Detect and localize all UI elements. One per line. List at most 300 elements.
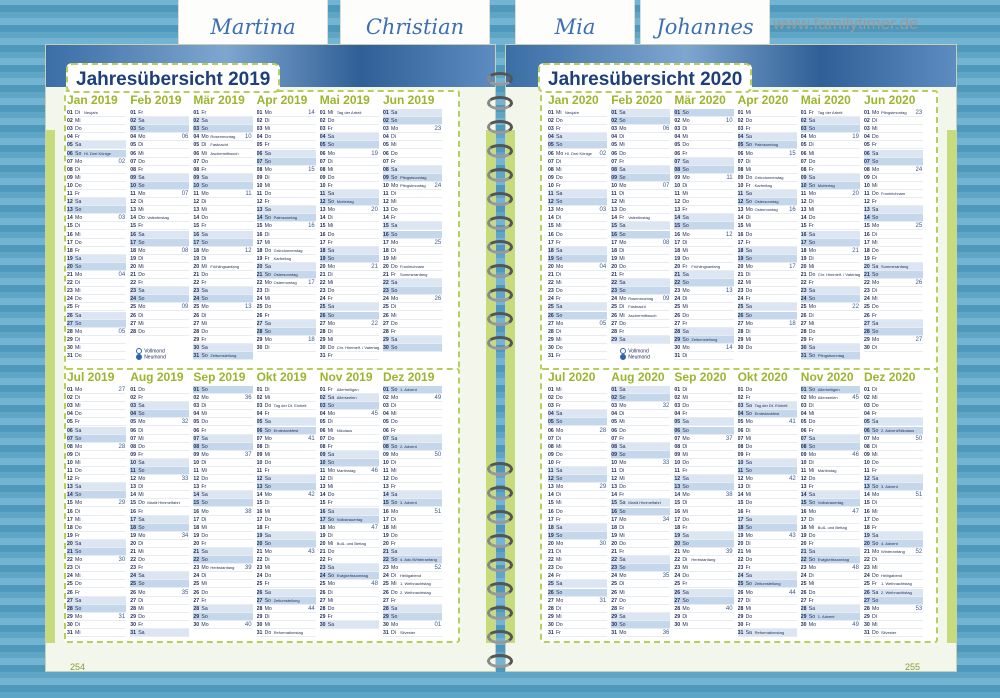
day-row[interactable] — [130, 508, 189, 516]
day-row[interactable] — [611, 125, 670, 133]
day-row[interactable] — [257, 133, 316, 141]
day-row[interactable] — [801, 410, 860, 418]
day-row[interactable] — [383, 475, 442, 483]
day-row[interactable] — [257, 410, 316, 418]
day-row[interactable] — [320, 613, 379, 621]
day-row[interactable] — [193, 263, 252, 271]
day-row[interactable] — [383, 271, 442, 279]
day-row[interactable] — [801, 459, 860, 467]
day-row[interactable] — [674, 580, 733, 588]
day-row[interactable] — [674, 158, 733, 166]
day-row[interactable] — [611, 279, 670, 287]
day-row[interactable] — [67, 556, 126, 564]
day-row[interactable] — [674, 247, 733, 255]
day-row[interactable] — [548, 117, 607, 125]
day-row[interactable] — [67, 605, 126, 613]
day-row[interactable] — [130, 222, 189, 230]
day-row[interactable] — [674, 295, 733, 303]
day-row[interactable] — [864, 109, 923, 117]
day-row[interactable] — [738, 222, 797, 230]
day-row[interactable] — [864, 312, 923, 320]
day-row[interactable] — [257, 158, 316, 166]
day-row[interactable] — [193, 133, 252, 141]
day-row[interactable] — [320, 548, 379, 556]
day-row[interactable] — [67, 540, 126, 548]
day-row[interactable] — [67, 182, 126, 190]
day-row[interactable] — [130, 174, 189, 182]
day-row[interactable] — [548, 540, 607, 548]
day-row[interactable] — [674, 255, 733, 263]
day-row[interactable] — [864, 467, 923, 475]
day-row[interactable] — [864, 190, 923, 198]
day-row[interactable] — [738, 597, 797, 605]
day-row[interactable] — [130, 435, 189, 443]
day-row[interactable] — [864, 459, 923, 467]
day-row[interactable] — [257, 613, 316, 621]
day-row[interactable] — [320, 125, 379, 133]
day-row[interactable] — [864, 580, 923, 588]
day-row[interactable] — [738, 239, 797, 247]
day-row[interactable] — [383, 109, 442, 117]
day-row[interactable] — [257, 629, 316, 637]
day-row[interactable] — [320, 564, 379, 572]
day-row[interactable] — [67, 597, 126, 605]
day-row[interactable] — [67, 443, 126, 451]
day-row[interactable] — [801, 206, 860, 214]
day-row[interactable] — [864, 174, 923, 182]
day-row[interactable] — [548, 279, 607, 287]
day-row[interactable] — [674, 239, 733, 247]
day-row[interactable] — [320, 524, 379, 532]
day-row[interactable] — [611, 499, 670, 507]
day-row[interactable] — [130, 394, 189, 402]
day-row[interactable] — [320, 133, 379, 141]
day-row[interactable] — [548, 295, 607, 303]
day-row[interactable] — [674, 109, 733, 117]
day-row[interactable] — [130, 516, 189, 524]
day-row[interactable] — [67, 344, 126, 352]
day-row[interactable] — [611, 255, 670, 263]
day-row[interactable] — [67, 491, 126, 499]
day-row[interactable] — [383, 443, 442, 451]
day-row[interactable] — [674, 435, 733, 443]
day-row[interactable] — [383, 629, 442, 637]
day-row[interactable] — [67, 524, 126, 532]
day-row[interactable] — [130, 239, 189, 247]
day-row[interactable] — [67, 231, 126, 239]
day-row[interactable] — [193, 320, 252, 328]
day-row[interactable] — [130, 190, 189, 198]
day-row[interactable] — [674, 133, 733, 141]
day-row[interactable] — [193, 328, 252, 336]
day-row[interactable] — [67, 287, 126, 295]
day-row[interactable] — [383, 410, 442, 418]
day-row[interactable] — [193, 295, 252, 303]
day-row[interactable] — [801, 572, 860, 580]
day-row[interactable] — [674, 491, 733, 499]
day-row[interactable] — [257, 320, 316, 328]
day-row[interactable] — [674, 418, 733, 426]
day-row[interactable] — [738, 141, 797, 149]
day-row[interactable] — [864, 336, 923, 344]
day-row[interactable] — [193, 410, 252, 418]
day-row[interactable] — [674, 508, 733, 516]
day-row[interactable] — [674, 443, 733, 451]
day-row[interactable] — [548, 287, 607, 295]
day-row[interactable] — [383, 580, 442, 588]
day-row[interactable] — [320, 141, 379, 149]
day-row[interactable] — [611, 508, 670, 516]
day-row[interactable] — [383, 508, 442, 516]
day-row[interactable] — [801, 402, 860, 410]
day-row[interactable] — [674, 540, 733, 548]
day-row[interactable] — [611, 516, 670, 524]
day-row[interactable] — [738, 295, 797, 303]
day-row[interactable] — [548, 435, 607, 443]
day-row[interactable] — [674, 279, 733, 287]
tab-christian[interactable] — [340, 0, 490, 50]
day-row[interactable] — [130, 491, 189, 499]
day-row[interactable] — [738, 166, 797, 174]
day-row[interactable] — [738, 190, 797, 198]
day-row[interactable] — [548, 475, 607, 483]
day-row[interactable] — [801, 214, 860, 222]
day-row[interactable] — [130, 231, 189, 239]
day-row[interactable] — [383, 133, 442, 141]
day-row[interactable] — [864, 125, 923, 133]
day-row[interactable] — [130, 418, 189, 426]
day-row[interactable] — [193, 516, 252, 524]
day-row[interactable] — [801, 621, 860, 629]
day-row[interactable] — [383, 303, 442, 311]
day-row[interactable] — [130, 206, 189, 214]
day-row[interactable] — [67, 279, 126, 287]
day-row[interactable] — [674, 352, 733, 360]
day-row[interactable] — [193, 524, 252, 532]
day-row[interactable] — [67, 589, 126, 597]
day-row[interactable] — [611, 295, 670, 303]
day-row[interactable] — [801, 117, 860, 125]
day-row[interactable] — [864, 572, 923, 580]
day-row[interactable] — [383, 198, 442, 206]
day-row[interactable] — [193, 287, 252, 295]
day-row[interactable] — [611, 613, 670, 621]
day-row[interactable] — [193, 174, 252, 182]
day-row[interactable] — [383, 532, 442, 540]
day-row[interactable] — [548, 548, 607, 556]
day-row[interactable] — [738, 524, 797, 532]
day-row[interactable] — [548, 328, 607, 336]
day-row[interactable] — [67, 150, 126, 158]
day-row[interactable] — [383, 166, 442, 174]
day-row[interactable] — [548, 597, 607, 605]
day-row[interactable] — [257, 279, 316, 287]
day-row[interactable] — [864, 287, 923, 295]
day-row[interactable] — [383, 312, 442, 320]
day-row[interactable] — [611, 190, 670, 198]
day-row[interactable] — [611, 206, 670, 214]
day-row[interactable] — [193, 597, 252, 605]
day-row[interactable] — [193, 117, 252, 125]
day-row[interactable] — [320, 556, 379, 564]
day-row[interactable] — [383, 402, 442, 410]
day-row[interactable] — [320, 295, 379, 303]
day-row[interactable] — [67, 303, 126, 311]
day-row[interactable] — [864, 516, 923, 524]
day-row[interactable] — [864, 491, 923, 499]
day-row[interactable] — [611, 540, 670, 548]
day-row[interactable] — [738, 613, 797, 621]
day-row[interactable] — [193, 427, 252, 435]
day-row[interactable] — [548, 150, 607, 158]
day-row[interactable] — [548, 402, 607, 410]
day-row[interactable] — [674, 589, 733, 597]
day-row[interactable] — [864, 564, 923, 572]
day-row[interactable] — [611, 247, 670, 255]
day-row[interactable] — [864, 394, 923, 402]
day-row[interactable] — [864, 279, 923, 287]
day-row[interactable] — [864, 320, 923, 328]
day-row[interactable] — [383, 597, 442, 605]
day-row[interactable] — [801, 182, 860, 190]
day-row[interactable] — [257, 540, 316, 548]
day-row[interactable] — [738, 198, 797, 206]
day-row[interactable] — [320, 621, 379, 629]
day-row[interactable] — [383, 491, 442, 499]
day-row[interactable] — [257, 443, 316, 451]
day-row[interactable] — [738, 491, 797, 499]
day-row[interactable] — [130, 328, 189, 336]
day-row[interactable] — [801, 499, 860, 507]
day-row[interactable] — [383, 524, 442, 532]
day-row[interactable] — [548, 394, 607, 402]
day-row[interactable] — [130, 572, 189, 580]
day-row[interactable] — [738, 150, 797, 158]
day-row[interactable] — [130, 556, 189, 564]
day-row[interactable] — [67, 516, 126, 524]
day-row[interactable] — [548, 352, 607, 360]
day-row[interactable] — [801, 613, 860, 621]
day-row[interactable] — [801, 150, 860, 158]
day-row[interactable] — [801, 564, 860, 572]
day-row[interactable] — [611, 198, 670, 206]
day-row[interactable] — [864, 247, 923, 255]
day-row[interactable] — [674, 613, 733, 621]
day-row[interactable] — [257, 295, 316, 303]
day-row[interactable] — [383, 467, 442, 475]
day-row[interactable] — [611, 435, 670, 443]
day-row[interactable] — [801, 287, 860, 295]
day-row[interactable] — [193, 451, 252, 459]
day-row[interactable] — [257, 548, 316, 556]
day-row[interactable] — [548, 174, 607, 182]
day-row[interactable] — [67, 198, 126, 206]
day-row[interactable] — [864, 613, 923, 621]
day-row[interactable] — [257, 255, 316, 263]
day-row[interactable] — [548, 344, 607, 352]
day-row[interactable] — [801, 133, 860, 141]
day-row[interactable] — [548, 231, 607, 239]
day-row[interactable] — [130, 451, 189, 459]
day-row[interactable] — [611, 174, 670, 182]
day-row[interactable] — [67, 451, 126, 459]
day-row[interactable] — [674, 214, 733, 222]
day-row[interactable] — [738, 459, 797, 467]
day-row[interactable] — [864, 621, 923, 629]
day-row[interactable] — [864, 328, 923, 336]
day-row[interactable] — [548, 443, 607, 451]
day-row[interactable] — [864, 214, 923, 222]
day-row[interactable] — [193, 499, 252, 507]
day-row[interactable] — [611, 287, 670, 295]
day-row[interactable] — [383, 263, 442, 271]
day-row[interactable] — [738, 312, 797, 320]
day-row[interactable] — [738, 451, 797, 459]
day-row[interactable] — [130, 247, 189, 255]
day-row[interactable] — [67, 402, 126, 410]
day-row[interactable] — [320, 386, 379, 394]
day-row[interactable] — [257, 231, 316, 239]
day-row[interactable] — [864, 475, 923, 483]
day-row[interactable] — [611, 451, 670, 459]
day-row[interactable] — [383, 174, 442, 182]
day-row[interactable] — [320, 427, 379, 435]
day-row[interactable] — [320, 467, 379, 475]
day-row[interactable] — [801, 255, 860, 263]
day-row[interactable] — [674, 344, 733, 352]
day-row[interactable] — [383, 279, 442, 287]
day-row[interactable] — [801, 386, 860, 394]
day-row[interactable] — [611, 133, 670, 141]
day-row[interactable] — [130, 117, 189, 125]
day-row[interactable] — [257, 394, 316, 402]
day-row[interactable] — [193, 580, 252, 588]
day-row[interactable] — [864, 410, 923, 418]
day-row[interactable] — [548, 109, 607, 117]
day-row[interactable] — [193, 613, 252, 621]
day-row[interactable] — [257, 418, 316, 426]
day-row[interactable] — [67, 222, 126, 230]
day-row[interactable] — [548, 491, 607, 499]
day-row[interactable] — [738, 328, 797, 336]
day-row[interactable] — [130, 459, 189, 467]
day-row[interactable] — [738, 629, 797, 637]
day-row[interactable] — [738, 483, 797, 491]
day-row[interactable] — [674, 190, 733, 198]
day-row[interactable] — [548, 312, 607, 320]
day-row[interactable] — [611, 580, 670, 588]
day-row[interactable] — [674, 263, 733, 271]
day-row[interactable] — [738, 158, 797, 166]
day-row[interactable] — [257, 516, 316, 524]
day-row[interactable] — [193, 141, 252, 149]
day-row[interactable] — [738, 418, 797, 426]
day-row[interactable] — [320, 572, 379, 580]
day-row[interactable] — [864, 524, 923, 532]
day-row[interactable] — [67, 158, 126, 166]
day-row[interactable] — [130, 475, 189, 483]
day-row[interactable] — [738, 443, 797, 451]
day-row[interactable] — [193, 312, 252, 320]
day-row[interactable] — [801, 303, 860, 311]
day-row[interactable] — [801, 141, 860, 149]
day-row[interactable] — [801, 320, 860, 328]
day-row[interactable] — [193, 279, 252, 287]
day-row[interactable] — [257, 435, 316, 443]
day-row[interactable] — [611, 182, 670, 190]
day-row[interactable] — [67, 621, 126, 629]
day-row[interactable] — [674, 125, 733, 133]
day-row[interactable] — [257, 328, 316, 336]
day-row[interactable] — [193, 231, 252, 239]
day-row[interactable] — [864, 133, 923, 141]
day-row[interactable] — [257, 572, 316, 580]
day-row[interactable] — [67, 427, 126, 435]
day-row[interactable] — [193, 467, 252, 475]
day-row[interactable] — [864, 451, 923, 459]
day-row[interactable] — [611, 271, 670, 279]
day-row[interactable] — [67, 336, 126, 344]
day-row[interactable] — [257, 239, 316, 247]
day-row[interactable] — [738, 247, 797, 255]
day-row[interactable] — [864, 532, 923, 540]
day-row[interactable] — [801, 394, 860, 402]
day-row[interactable] — [257, 475, 316, 483]
day-row[interactable] — [383, 459, 442, 467]
day-row[interactable] — [383, 605, 442, 613]
day-row[interactable] — [130, 427, 189, 435]
day-row[interactable] — [611, 336, 670, 344]
day-row[interactable] — [320, 247, 379, 255]
day-row[interactable] — [193, 621, 252, 629]
day-row[interactable] — [130, 320, 189, 328]
day-row[interactable] — [611, 597, 670, 605]
day-row[interactable] — [674, 524, 733, 532]
day-row[interactable] — [130, 402, 189, 410]
day-row[interactable] — [320, 109, 379, 117]
day-row[interactable] — [864, 141, 923, 149]
day-row[interactable] — [801, 328, 860, 336]
day-row[interactable] — [611, 117, 670, 125]
day-row[interactable] — [193, 475, 252, 483]
day-row[interactable] — [320, 214, 379, 222]
day-row[interactable] — [320, 589, 379, 597]
day-row[interactable] — [67, 572, 126, 580]
day-row[interactable] — [320, 344, 379, 352]
day-row[interactable] — [548, 206, 607, 214]
day-row[interactable] — [611, 263, 670, 271]
day-row[interactable] — [548, 410, 607, 418]
day-row[interactable] — [864, 556, 923, 564]
day-row[interactable] — [738, 548, 797, 556]
day-row[interactable] — [383, 589, 442, 597]
day-row[interactable] — [320, 206, 379, 214]
day-row[interactable] — [193, 402, 252, 410]
day-row[interactable] — [801, 295, 860, 303]
day-row[interactable] — [611, 222, 670, 230]
day-row[interactable] — [801, 239, 860, 247]
day-row[interactable] — [67, 548, 126, 556]
day-row[interactable] — [257, 508, 316, 516]
day-row[interactable] — [257, 605, 316, 613]
day-row[interactable] — [257, 141, 316, 149]
day-row[interactable] — [67, 271, 126, 279]
day-row[interactable] — [674, 532, 733, 540]
day-row[interactable] — [548, 320, 607, 328]
day-row[interactable] — [193, 548, 252, 556]
tab-martina[interactable] — [178, 0, 328, 50]
day-row[interactable] — [674, 386, 733, 394]
